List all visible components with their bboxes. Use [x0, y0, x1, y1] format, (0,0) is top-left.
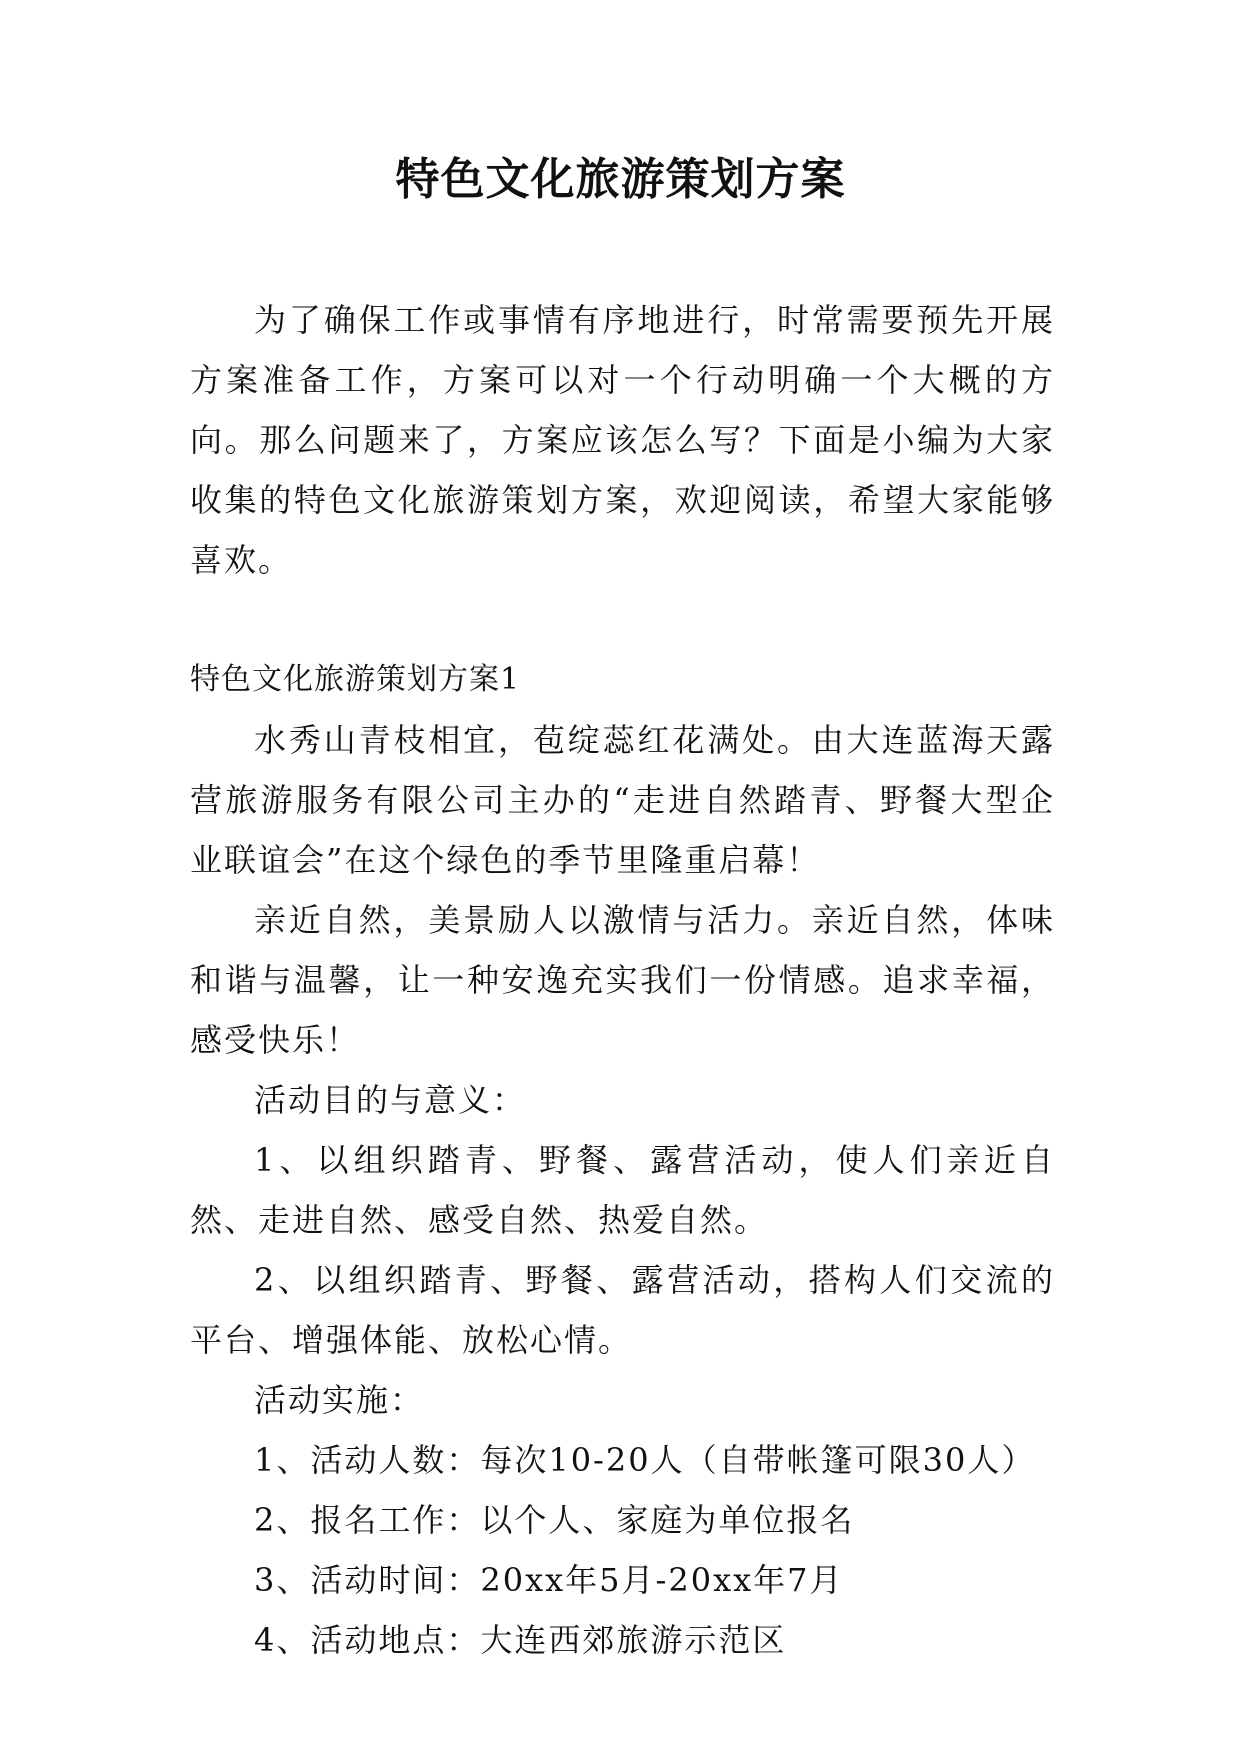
list-item: 3、活动时间：20xx年5月-20xx年7月	[254, 1561, 844, 1599]
list-item: 1、以组织踏青、野餐、露营活动，使人们亲近自然、走进自然、感受自然、热爱自然。	[190, 1141, 1055, 1239]
list-item: 4、活动地点：大连西郊旅游示范区	[254, 1621, 787, 1659]
list-item: 1、活动人数：每次10-20人（自带帐篷可限30人）	[254, 1441, 1036, 1479]
paragraph-spacer	[190, 590, 1055, 650]
list-item: 2、以组织踏青、野餐、露营活动，搭构人们交流的平台、增强体能、放松心情。	[190, 1261, 1055, 1359]
intro-paragraph: 为了确保工作或事情有序地进行，时常需要预先开展方案准备工作，方案可以对一个行动明确一个大概的方向。那么问题来了，方案应该怎么写？下面是小编为大家收集的特色文化旅游策划方案，欢迎阅读，希望大家能够喜欢。	[190, 301, 1055, 579]
list-item: 2、报名工作：以个人、家庭为单位报名	[254, 1501, 855, 1539]
document-title: 特色文化旅游策划方案	[395, 154, 846, 205]
section-heading: 特色文化旅游策划方案1	[190, 662, 521, 697]
subheading-implementation: 活动实施：	[254, 1381, 425, 1419]
document-body	[190, 290, 1055, 1670]
body-paragraph: 亲近自然，美景励人以激情与活力。亲近自然，体味和谐与温馨，让一种安逸充实我们一份情感。追求幸福，感受快乐！	[190, 901, 1055, 1059]
subheading-purpose: 活动目的与意义：	[254, 1081, 527, 1119]
body-paragraph: 水秀山青枝相宜，苞绽蕊红花满处。由大连蓝海天露营旅游服务有限公司主办的“走进自然踏青、野餐大型企业联谊会”在这个绿色的季节里隆重启幕！	[190, 721, 1055, 879]
